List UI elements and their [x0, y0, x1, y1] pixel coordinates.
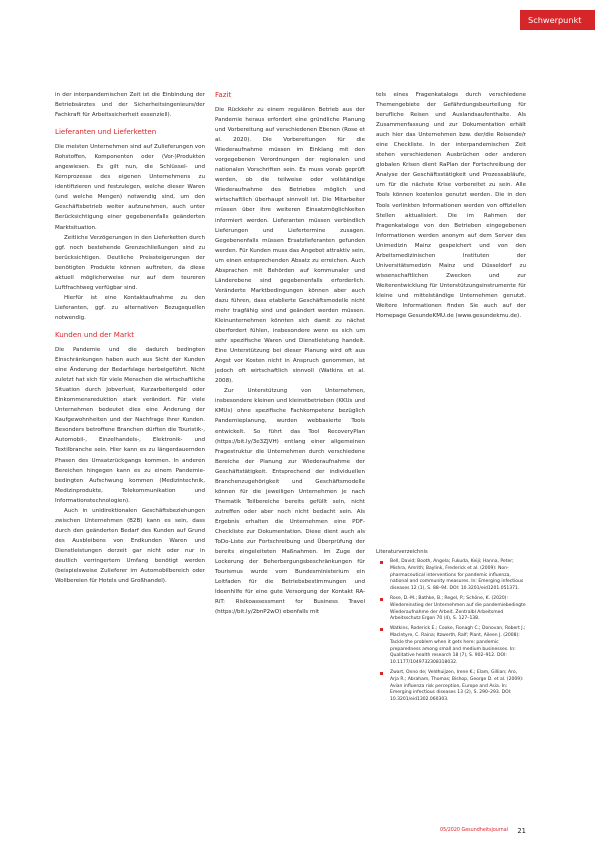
literature-item	[376, 596, 526, 623]
bullet-icon	[380, 561, 383, 564]
section-heading-lieferanten: Lieferanten und Lieferketten	[55, 127, 157, 137]
literature-item	[376, 626, 526, 667]
paragraph: tels eines Fragenkatalogs durch verschiedene Themengebiete der Gefährdungsbeurteilung für berufliche Reisen und Auslandsaufenthalte. Als Zusammenfassung und zur Dokumentation erhält auch hier das Unternehmen bzw. der/die Reisende/r eine Checkliste. In der interpandemischen Zeit stehen verschiedenen Ausbrüchen oder anderen globalen Krisen dient RaPlan der Fortschreibung der Analyse der Geschäftsstätigkeit und Prozessabläufe, um für die nächste Krise vorbereitet zu sein. Alle Tools können kostenlos genutzt werden. Die in den Tools verlinkten Informationen werden von offiziellen Stellen aktualisiert. Die im Rahmen der Fragenkataloge von den Betrieben eingegebenen Informationen werden anonym auf dem Server des Unimedizin Mainz gespeichert und von den Arbeitsmedizinischen Instituten der Universitätsmedizin Mainz und Düsseldorf zu wissenschaftlichen Zwecken und zur Weiterentwicklung für Unterstützungsinstrumente für kleine und mittelständige Unternehmen genutzt. Weitere Informationen finden Sie auch auf der Homepage GesundeKMU.de (www.gesundekmu.de).	[376, 92, 526, 320]
literature-item	[376, 670, 526, 704]
page-number: 21	[517, 827, 526, 835]
paragraph: Zur Unterstützung von Unternehmen, insbesondere kleinen und kleinstbetrieben (KKUs und KMUs) ohne spezifische Fachkompetenz bezüglich Pandemieplanung, wurden webbasierte Tools entwickelt. So führt das Tool RecoveryPlan (https://bit.ly/3e3ZJVH) entlang einer allgemeinen Fragestruktur die Unternehmen durch verschiedene Bereiche der Planung zur Wiederaufnahme der Geschäftstätigkeit. Entsprechend der individuellen Branchenzugehörigkeit und Geschäftsmodelle können für die jeweiligen Unternehmen je nach Thematik Teilbereiche bereits gefüllt sein, nicht zutreffen oder aber noch nicht bedacht sein. Als Ergebnis erhalten die Unternehmen eine PDF-Checkliste zur Dokumentation. Diese dient auch als ToDo-Liste zur Fortschreibung und Überprüfung der bereits eingeleiteten Maßnahmen. Im Zuge der Lockerung der Beherbergungsbeschränkungen für Tourismus wurde vom Bundesministerium ein Leitfaden für die Betriebsbestimmungen und Ideenhilfe für eine gute Versorgung der Kontakt RA-RiT: Risikoassessment for Business Travel (https://bit.ly/2bnP2wO) ebenfalls mit	[215, 388, 365, 616]
journal-source: 05/2020 Gesundheitsjournal	[440, 828, 508, 833]
literature-title: Literaturverzeichnis	[376, 549, 428, 555]
paragraph: in der interpandemischen Zeit ist die Einbindung der Betriebsärztes und der Sicherheitsingenieurs/der Fachkraft für Arbeitssicherheit essenziell).	[55, 92, 205, 119]
literature-entry: Bell, David; Booth, Angela; Fukuda, Keiji; Hanna, Peter; Mishra, Amrith; Baylink, Frederick et al. (2009): Non-pharmaceutical interventions for pandemic influenza, national and community measures. In: Emerging infectious diseases 12 (1), S. 88–94. DOI: 10.3201/eid1201.051371.	[390, 559, 524, 592]
literature-entry: Zwart, Onno de; Veldhuijzen, Irene K.; Elam, Gillian; Aro, Arja R.; Abraham, Thomas; Bishop, George D. et al. (2009): Avian influenza risk perception, Europe and Asia. In: Emerging infectious diseases 13 (2), S. 290–293. DOI: 10.3201/eid1302.060303.	[390, 669, 524, 703]
literature-item	[376, 559, 526, 593]
bullet-icon	[380, 672, 383, 675]
text-column-1	[55, 90, 205, 586]
paragraph: Auch in unidirektionalen Geschäftsbeziehungen zwischen Unternehmen (B2B) kann es sein, dass durch den geänderten Bedarf des Kunden auf Grund des Ausbleibens von Endkunden Waren und Dienstleistungen derzeit gar nicht oder nur in deutlich verringertem Umfang benötigt werden (beispielsweise Zulieferer im Automobilbereich oder Wollbereien für Hotels und Großhandel).	[55, 507, 205, 585]
literature-list	[376, 548, 526, 707]
paragraph: Die meisten Unternehmen sind auf Zulieferungen von Rohstoffen, Komponenten oder (Vor-)Produkten angewiesen. Es gilt nun, die Schlüssel- und Kernprozesse des eigenen Unternehmens zu identifizieren und festzulegen, welche dieser Waren (und welche Mengen) notwendig sind, um den Geschäftsbetrieb weiter aufzunehmen, auch unter Berücksichtigung einer gegebenenfalls geänderten Marktsituation.	[55, 144, 205, 231]
paragraph: Die Pandemie und die dadurch bedingten Einschränkungen haben auch aus Sicht der Kunden eine Änderung der Bedarfslage herbeigeführt. Nicht zuletzt hat sich für viele Menschen die wirtschaftliche Situation durch Jobverlust, Kurzarbeitergeld oder Einkommensreduktion stark verändert. Für viele Unternehmen bedeutet dies eine Änderung der Kaufgewohnheiten und der Nachfrage ihrer Kunden. Besonders betroffene Branchen dürften die Touristik-, Automobil-, Einzelhandels-, Elektronik- und Textilbranche sein. Hier kann es zu längerdauernden Phasen des Umsatzrückgangs kommen. In anderen Bereichen hingegen kann es zu einem Pandemie-bedingten Aufschwung kommen (Medizintechnik, Medizinprodukte, Telekommunikation und Informationstechnologien).	[55, 346, 205, 504]
section-badge: Schwerpunkt	[520, 10, 595, 30]
literature-entry: Rose, D.-M.; Bathke, B.; Regel, P.; Schöne, K. (2020): Wiedereinstieg der Unternehmen auf die pandemiebedingte Wiederaufnahme der Arbeit. Zentralbl Arbeitsmed Arbeitsschutz Ergon 70 (4), S. 127–138.	[390, 595, 526, 622]
section-heading-kunden: Kunden und der Markt	[55, 329, 134, 339]
section-heading-fazit: Fazit	[215, 90, 232, 99]
paragraph: Die Rückkehr zu einem regulären Betrieb aus der Pandemie heraus erfordert eine gründliche Planung und Vorbereitung auf verschiedenen Ebenen (Rose et al. 2020). Die Vorbereitungen für die Wiederaufnahme müssen im Einklang mit den vorgegebenen Verordnungen der regionalen und nationalen Vorschriften sein. Es muss vorab geprüft werden, ob die teilweise oder vollständige Wiederaufnahme des Betriebes möglich und wirtschaftlich überhaupt sinnvoll ist. Die Mitarbeiter müssen über ihre weiteren Einsatzmöglichkeiten informiert werden. Lieferanten müssen verbindlich Lieferungen und Liefertermine zusagen. Gegebenenfalls müssen Ersatzlieferanten gefunden werden. Für Kunden muss das Angebot attraktiv sein, um einen entsprechenden Absatz zu erreichen. Auch Absprachen mit Behörden auf kommunaler und Länderebene sind gegebenenfalls erforderlich. Veränderte Marktbedingungen können aber auch dazu führen, dass etablierte Geschäftsmodelle nicht mehr tragfähig sind und geändert werden müssen. Kleinunternehmen könnten sich damit zu nächst überfordert fühlen, insbesondere wenn es sich um sehr spezifische Waren und Dienstleistung handelt. Eine Unterstützung bei dieser Planung wird oft aus Angst vor Kosten nicht in Anspruch genommen, ist jedoch oft wirtschaftlich sinnvoll (Watkins et al. 2008).	[215, 107, 365, 385]
paragraph: Zeitliche Verzögerungen in den Lieferketten durch ggf. noch bestehende Grenzschließungen sind zu berücksichtigen. Deutliche Preissteigerungen der benötigten Produkte können auftreten, da diese aktuell möglicherweise nur auf dem teureren Luftfrachtweg verfügbar sind.	[55, 234, 205, 291]
bullet-icon	[380, 628, 383, 631]
text-column-3	[376, 90, 526, 321]
paragraph: Hierfür ist eine Kontaktaufnahme zu den Lieferanten, ggf. zu alternativen Bezugsquellen notwendig.	[55, 294, 205, 321]
literature-entry: Watkins, Roderick E.; Cooke, Fionagh C.; Donovan, Robert J.; MacIntyre, C. Raina; Itzwerth, Ralf; Plant, Aileen J. (2008): Tackle the problem when it gets here: pandemic preparedness among small and medium businesses. In: Qualitative health research 18 (7), S. 902–912. DOI: 10.1177/1049732308318032.	[390, 626, 526, 666]
text-column-2	[215, 90, 365, 617]
bullet-icon	[380, 598, 383, 601]
